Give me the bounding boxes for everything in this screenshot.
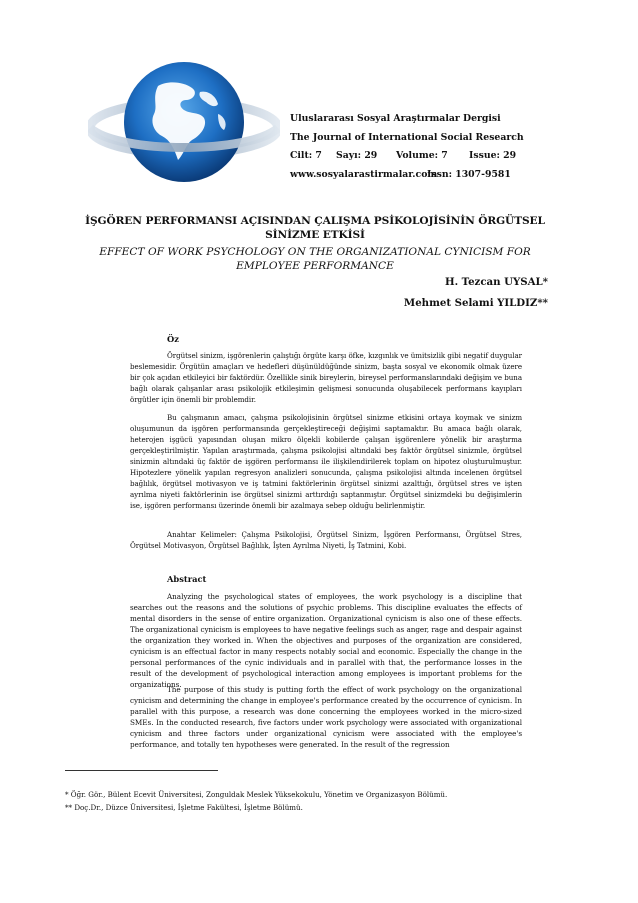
oz-paragraph-1: Örgütsel sinizm, işgörenlerin çalıştığı örgüte karşı öfke, kızgınlık ve ümitsizlik gibi negatif duygular beslemesidir. Örgütün amaçları ve hedefleri düşünüldüğünde sinizm, başta sosyal ve ekonomik olmak üzere bir çok açıdan etkileyici bir faktördür. Özellikle sinik bireylerin, bireysel performanslarındaki değişim ve buna bağlı olarak çalışanlar arası psikolojik etkileşimin gelişmesi sonucunda oluşabilecek performans kayıpları örgütler için önemli bir problemdir. <box>130 351 522 405</box>
title-en-line1: EFFECT OF WORK PSYCHOLOGY ON THE ORGANIZATIONAL CYNICISM FOR <box>99 246 531 258</box>
title-en-line2: EMPLOYEE PERFORMANCE <box>236 260 394 272</box>
issue: Issue: 29 <box>469 150 517 161</box>
abstract-paragraph-2: The purpose of this study is putting forth the effect of work psychology on the organizational cynicism and determining the change in employee's performance created by the occurrence of cynicism. In parallel with this purpose, a research was done concerning the employees worked in the micro-sized SMEs. In the conducted research, five factors under work psychology were associated with organizational cynicism and three factors under organizational cynicism were associated with the employee's performance, and totally ten hypotheses were generated. In the result of the regression <box>130 685 522 750</box>
author-2: Mehmet Selami YILDIZ** <box>403 297 548 309</box>
title-turkish <box>70 214 560 242</box>
sayi: Sayı: 29 <box>336 150 378 161</box>
issn: Issn: 1307-9581 <box>427 168 511 180</box>
footnote-1: * Öğr. Gör., Bülent Ecevit Üniversitesi, Zonguldak Meslek Yüksekokulu, Yönetim ve Organizasyon Bölümü. <box>65 790 448 799</box>
journal-info <box>290 110 524 184</box>
cilt: Cilt: 7 <box>290 150 322 161</box>
footnote-divider <box>65 770 218 771</box>
oz-heading: Öz <box>167 334 179 344</box>
footnote-2: ** Doç.Dr., Düzce Üniversitesi, İşletme Fakültesi, İşletme Bölümü. <box>65 803 303 812</box>
journal-volume-row <box>290 147 524 166</box>
title-english <box>70 245 560 273</box>
oz-paragraph-2: Bu çalışmanın amacı, çalışma psikolojisinin örgütsel sinizme etkisini ortaya koymak ve sinizm oluşumunun da işgören performansında gerçekleştireceği değişimi saptamaktır. Bu amaca bağlı olarak, heterojen işgücü yapısından oluşan mikro ölçekli kobilerde çalışan işgörenlere yönelik bir araştırma gerçekleştirilmiştir. Yapılan araştırmada, çalışma psikolojisi altındaki beş faktör örgütsel sinizmle, örgütsel sinizmin altındaki üç faktör de işgören performansı ile ilişkilendirilerek toplam on hipotez oluşturulmuştur. Hipotezlere yönelik yapılan regresyon analizleri sonucunda, çalışma psikolojisi altında incelenen örgütsel bağlılık, örgütsel motivasyon ve iş tatmini faktörlerinin örgütsel sinizmi azalttığı, örgütsel stres ve işten ayrılma niyeti faktörlerinin ise örgütsel sinizmi arttırdığı saptanmıştır. Örgütsel sinizmdeki bu değişimlerin ise, işgören performansı üzerinde önemli bir azalmaya sebep olduğu belirlenmiştir. <box>130 413 522 511</box>
website: www.sosyalarastirmalar.com <box>290 168 438 180</box>
journal-web-row <box>290 166 524 185</box>
author-1: H. Tezcan UYSAL* <box>444 276 548 288</box>
title-tr-line2: SİNİZME ETKİSİ <box>265 229 365 241</box>
journal-name-en: The Journal of International Social Research <box>290 131 524 143</box>
keywords-tr: Anahtar Kelimeler: Çalışma Psikolojisi, Örgütsel Sinizm, İşgören Performansı, Örgütsel Stres, Örgütsel Motivasyon, Örgütsel Bağlılık, İşten Ayrılma Niyeti, İş Tatmini, Kobi. <box>130 530 522 551</box>
abstract-paragraph-1: Analyzing the psychological states of employees, the work psychology is a discipline that searches out the reasons and the solutions of psychic problems. This discipline evaluates the effects of mental disorders in the sense of entire organization. Organizational cynicism is also one of these effects. The organizational cynicism is employees to have negative feelings such as anger, rage and despair against the organization they worked in. When the objectives and purposes of the organization are considered, cynicism is an effectual factor in many respects notably social and economic. Especially the change in the personal performances of the cynic individuals and in parallel with that, the performance losses in the result of the development of psychological interaction among employees is important problems for the organizations. <box>130 592 522 690</box>
journal-name-tr: Uluslararası Sosyal Araştırmalar Dergisi <box>290 113 501 124</box>
journal-globe-logo <box>88 56 280 194</box>
title-tr-line1: İŞGÖREN PERFORMANSI AÇISINDAN ÇALIŞMA PSİKOLOJİSİNİN ÖRGÜTSEL <box>85 215 545 227</box>
volume: Volume: 7 <box>396 150 448 161</box>
abstract-heading: Abstract <box>167 574 207 584</box>
